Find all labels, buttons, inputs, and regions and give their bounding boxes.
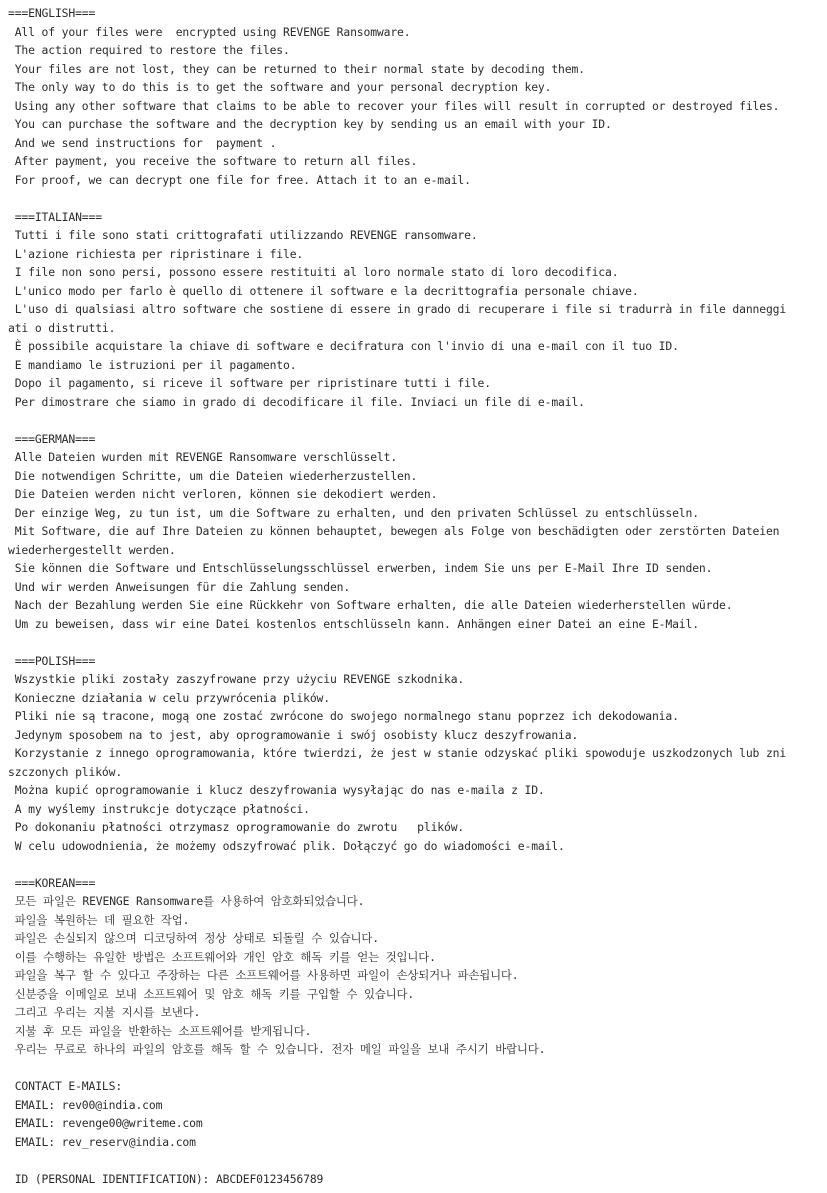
text-line: All of your files were encrypted using REVENGE Ransomware. [8, 24, 411, 39]
text-line: szczonych plików. [8, 764, 123, 779]
text-line: Mit Software, die auf Ihre Dateien zu können behauptet, bewegen als Folge von beschädigten oder zerstörten Dateien [8, 524, 780, 538]
text-line: EMAIL: rev_reserv@india.com [8, 1134, 196, 1149]
text-line: 신분증을 이메일로 보내 소프트웨어 및 암호 해독 키를 구입할 수 있습니다. [8, 986, 415, 1001]
text-line: Per dimostrare che siamo in grado di decodificare il file. Inviaci un file di e-mail. [8, 394, 585, 409]
text-line: 모든 파일은 REVENGE Ransomware를 사용하여 암호화되었습니다. [8, 894, 365, 908]
text-line: 파일을 복구 할 수 있다고 주장하는 다른 소프트웨어를 사용하면 파일이 손상되거나 파손됩니다. [8, 968, 519, 982]
text-line: Die Dateien werden nicht verloren, können sie dekodiert werden. [8, 487, 438, 501]
text-line: È possibile acquistare la chiave di software e decifratura con l'invio di una e-mail con il tuo ID. [8, 339, 679, 353]
text-line: Wszystkie pliki zostały zaszyfrowane przy użyciu REVENGE szkodnika. [8, 672, 465, 686]
text-line: Jedynym sposobem na to jest, aby oprogramowanie i swój osobisty klucz deszyfrowania. [8, 727, 579, 742]
text-line: 파일을 복원하는 데 필요한 작업. [8, 912, 190, 927]
section-heading: ===KOREAN=== [8, 875, 96, 890]
text-line: 파일은 손실되지 않으며 디코딩하여 정상 상태로 되돌릴 수 있습니다. [8, 931, 379, 945]
section-german [8, 430, 827, 634]
text-line: And we send instructions for payment . [8, 135, 277, 150]
text-line: Um zu beweisen, dass wir eine Datei kostenlos entschlüsseln kann. Anhängen einer Datei an eine E-Mail. [8, 616, 699, 631]
text-line: L'unico modo per farlo è quello di ottenere il software e la decrittografia personale chiave. [8, 283, 639, 298]
text-line: You can purchase the software and the decryption key by sending us an email with your ID. [8, 117, 612, 131]
text-line: ID (PERSONAL IDENTIFICATION): ABCDEF0123456789 [8, 1171, 324, 1186]
text-line: Pliki nie są tracone, mogą one zostać zwrócone do swojego normalnego stanu poprzez ich dekodowania. [8, 709, 679, 723]
text-line: wiederhergestellt werden. [8, 542, 176, 557]
blank-line [8, 855, 827, 874]
text-line: A my wyślemy instrukcje dotyczące płatności. [8, 801, 310, 816]
text-line: L'uso di qualsiasi altro software che sostiene di essere in grado di recuperare i file si tradurrà in file danneggi [8, 302, 787, 316]
text-line: Using any other software that claims to be able to recover your files will result in corrupted or destroyed files. [8, 98, 780, 113]
text-line: After payment, you receive the software to return all files. [8, 154, 418, 168]
text-line: The only way to do this is to get the software and your personal decryption key. [8, 80, 552, 94]
blank-line [8, 1151, 827, 1170]
text-line: EMAIL: revenge00@writeme.com [8, 1116, 203, 1130]
text-line: L'azione richiesta per ripristinare i file. [8, 246, 304, 261]
text-line: Alle Dateien wurden mit REVENGE Ransomware verschlüsselt. [8, 450, 398, 464]
text-line: For proof, we can decrypt one file for free. Attach it to an e-mail. [8, 172, 471, 187]
blank-line [8, 633, 827, 652]
text-line: CONTACT E-MAILS: [8, 1079, 123, 1093]
section-identification [8, 1170, 827, 1189]
text-line: Tutti i file sono stati crittografati utilizzando REVENGE ransomware. [8, 228, 478, 242]
text-line: Nach der Bezahlung werden Sie eine Rückkehr von Software erhalten, die alle Dateien wiederherstellen würde. [8, 598, 733, 612]
text-line: Można kupić oprogramowanie i klucz deszyfrowania wysyłając do nas e-maila z ID. [8, 783, 545, 797]
text-line: Po dokonaniu płatności otrzymasz oprogramowanie do zwrotu plików. [8, 820, 465, 834]
blank-line [8, 189, 827, 208]
text-line: I file non sono persi, possono essere restituiti al loro normale stato di loro decodifica. [8, 265, 619, 279]
section-heading: ===ITALIAN=== [8, 209, 102, 224]
text-line: E mandiamo le istruzioni per il pagamento. [8, 357, 297, 372]
section-english [8, 4, 827, 189]
text-line: Sie können die Software und Entschlüsselungsschlüssel erwerben, indem Sie uns per E-Mail Ihre ID senden. [8, 561, 713, 575]
section-heading: ===ENGLISH=== [8, 6, 96, 20]
text-line: 우리는 무료로 하나의 파일의 암호를 해독 할 수 있습니다. 전자 메일 파일을 보내 주시기 바랍니다. [8, 1042, 546, 1056]
text-line: Dopo il pagamento, si riceve il software per ripristinare tutti i file. [8, 376, 491, 390]
text-line: ati o distrutti. [8, 320, 116, 335]
blank-line [8, 411, 827, 430]
section-italian [8, 208, 827, 412]
text-line: Die notwendigen Schritte, um die Dateien wiederherzustellen. [8, 468, 418, 483]
text-line: Konieczne działania w celu przywrócenia plików. [8, 690, 330, 705]
section-contacts [8, 1077, 827, 1151]
blank-line [8, 1059, 827, 1078]
text-line: Your files are not lost, they can be returned to their normal state by decoding them. [8, 61, 585, 76]
text-line: 지불 후 모든 파일을 반환하는 소프트웨어를 받게됩니다. [8, 1023, 312, 1038]
text-line: EMAIL: rev00@india.com [8, 1097, 163, 1112]
text-line: Korzystanie z innego oprogramowania, które twierdzi, że jest w stanie odzyskać pliki spowoduje uszkodzonych lub zni [8, 746, 787, 760]
section-heading: ===POLISH=== [8, 653, 96, 668]
text-line: Und wir werden Anweisungen für die Zahlung senden. [8, 579, 351, 594]
text-line: 그리고 우리는 지불 지시를 보낸다. [8, 1005, 201, 1019]
section-heading: ===GERMAN=== [8, 431, 96, 446]
section-polish [8, 652, 827, 856]
section-korean [8, 874, 827, 1059]
text-line: 이를 수행하는 유일한 방법은 소프트웨어와 개인 암호 해독 키를 얻는 것입니다. [8, 949, 436, 964]
text-line: Der einzige Weg, zu tun ist, um die Software zu erhalten, und den privaten Schlüssel zu entschlüsseln. [8, 505, 699, 520]
text-line: The action required to restore the files. [8, 43, 290, 57]
text-line: W celu udowodnienia, że możemy odszyfrować plik. Dołączyć go do wiadomości e-mail. [8, 838, 565, 853]
